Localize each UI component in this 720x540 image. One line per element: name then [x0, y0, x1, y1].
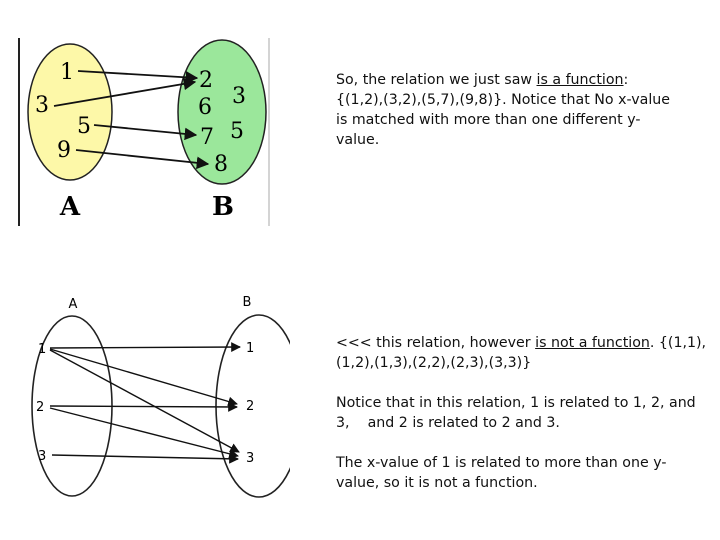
relation-arrow-2-to-2 — [50, 406, 237, 407]
relation-arrow-3-to-3 — [52, 455, 238, 459]
relation-arrow-1-to-1 — [50, 347, 240, 348]
set-a-element-5: 5 — [77, 114, 91, 139]
set-b-label: B — [242, 295, 252, 310]
set-a-element-3: 3 — [35, 93, 49, 118]
function-explanation — [336, 70, 676, 150]
set-b-element-2: 2 — [246, 399, 255, 414]
function-mapping-diagram — [18, 38, 270, 226]
function-text-suffix: : {(1,2),(3,2),(5,7),(9,8)}. Notice that No x-value is matched with more than one different y-value. — [336, 72, 670, 148]
set-a-element-3: 3 — [38, 449, 47, 464]
set-b-label: B — [212, 192, 234, 222]
function-text-prefix: So, the relation we just saw — [336, 72, 537, 88]
relation-explanation — [336, 333, 708, 493]
set-b-element-2: 2 — [199, 68, 213, 93]
relation-arrow-2-to-3 — [50, 408, 238, 456]
set-b-element-1: 1 — [246, 341, 255, 356]
set-b-element-5: 5 — [230, 119, 244, 144]
relation-mapping-diagram — [28, 288, 290, 500]
set-a-element-1: 1 — [60, 60, 74, 85]
relation-mapping-svg — [28, 288, 290, 500]
is-a-function-emphasis: is a function — [536, 72, 624, 88]
is-not-a-function-emphasis: is not a function — [535, 335, 650, 351]
set-a-label: A — [59, 192, 81, 222]
relation-arrow-1-to-3 — [50, 350, 239, 452]
set-a-element-2: 2 — [36, 400, 45, 415]
relation-explanation-paragraph — [336, 333, 708, 373]
relation-text-suffix: . {(1,1),(1,2),(1,3),(2,2),(2,3),(3,3)} — [336, 335, 707, 371]
set-a-label: A — [68, 297, 78, 312]
relation-note-1: Notice that in this relation, 1 is related to 1, 2, and 3, and 2 is related to 2 and 3. — [336, 395, 701, 431]
set-a-element-9: 9 — [57, 138, 71, 163]
relation-arrow-1-to-2 — [50, 349, 237, 404]
set-a-element-1: 1 — [38, 342, 47, 357]
set-b-element-8: 8 — [214, 152, 228, 177]
set-b-element-6: 6 — [198, 95, 212, 120]
relation-text-prefix: <<< this relation, however — [336, 335, 536, 351]
set-b-element-3: 3 — [246, 451, 255, 466]
function-mapping-svg — [18, 38, 270, 226]
set-b-element-3: 3 — [232, 84, 246, 109]
relation-note-2: The x-value of 1 is related to more than one y-value, so it is not a function. — [336, 455, 667, 491]
function-explanation-paragraph — [336, 70, 676, 150]
set-b-element-7: 7 — [200, 125, 214, 150]
